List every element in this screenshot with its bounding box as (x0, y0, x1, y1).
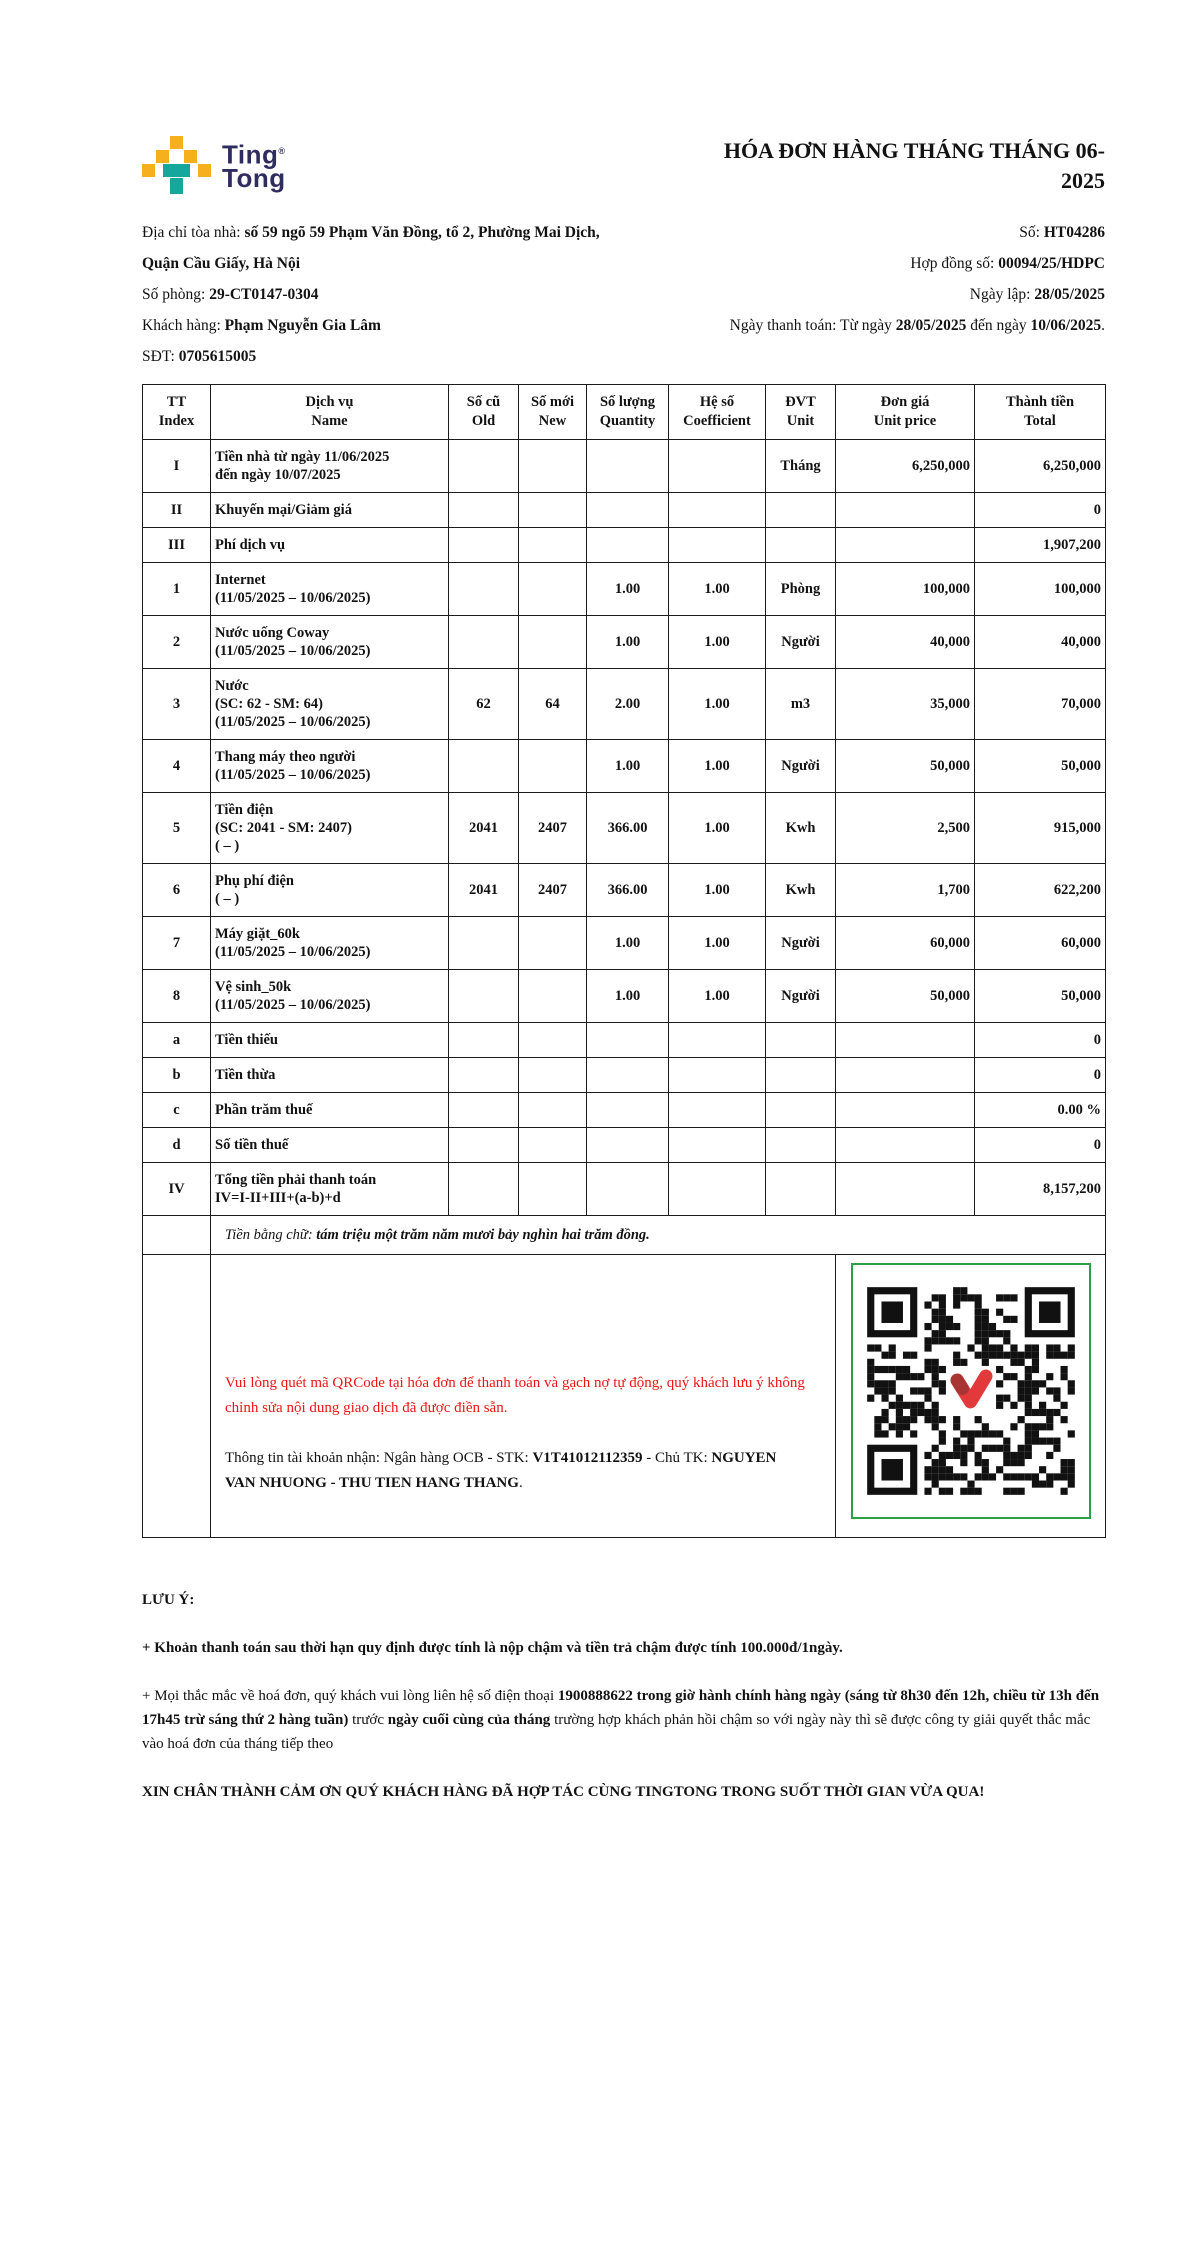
cell-index: 3 (143, 669, 211, 740)
cell-new (519, 440, 587, 493)
building-address-line: Địa chỉ tòa nhà: số 59 ngõ 59 Phạm Văn Đồng, tổ 2, Phường Mai Dịch, Quận Cầu Giấy, Hà Nội (142, 224, 600, 273)
cell-name: Số tiền thuế (211, 1128, 449, 1163)
cell-index: 5 (143, 793, 211, 864)
cell-new (519, 528, 587, 563)
cell-total: 0 (975, 493, 1106, 528)
cell-coef: 1.00 (669, 669, 766, 740)
qr-code-container (836, 1255, 1106, 1538)
invoice-table (142, 384, 1106, 1538)
cell-index: b (143, 1058, 211, 1093)
cell-total: 40,000 (975, 616, 1106, 669)
invoice-table-body (143, 440, 1106, 1216)
cell-new (519, 1128, 587, 1163)
table-row (143, 917, 1106, 970)
cell-new (519, 917, 587, 970)
cell-name: Khuyến mại/Giảm giá (211, 493, 449, 528)
cell-unit (766, 1163, 836, 1216)
cell-price: 100,000 (836, 563, 975, 616)
phone-line: SĐT: 0705615005 (142, 348, 257, 366)
cell-unit (766, 493, 836, 528)
cell-price (836, 493, 975, 528)
cell-unit: Người (766, 740, 836, 793)
cell-old (449, 616, 519, 669)
cell-total: 8,157,200 (975, 1163, 1106, 1216)
cell-price (836, 528, 975, 563)
cell-new (519, 1023, 587, 1058)
payment-period-line: Ngày thanh toán: Từ ngày 28/05/2025 đến ngày 10/06/2025. (729, 317, 1105, 335)
contract-number-line: Hợp đồng số: 00094/25/HDPC (910, 255, 1105, 273)
cell-qty: 1.00 (587, 917, 669, 970)
cell-old (449, 528, 519, 563)
cell-total: 915,000 (975, 793, 1106, 864)
cell-qty: 2.00 (587, 669, 669, 740)
cell-qty: 1.00 (587, 740, 669, 793)
invoice-header (142, 136, 1105, 195)
cell-index: 8 (143, 970, 211, 1023)
col-header-old: Số cũ Old (449, 385, 519, 440)
invoice-meta (635, 217, 1105, 372)
table-row (143, 528, 1106, 563)
cell-unit (766, 1023, 836, 1058)
cell-index: 1 (143, 563, 211, 616)
cell-old (449, 493, 519, 528)
cell-old (449, 1093, 519, 1128)
cell-total: 50,000 (975, 740, 1106, 793)
cell-new (519, 563, 587, 616)
cell-qty: 1.00 (587, 970, 669, 1023)
cell-coef: 1.00 (669, 563, 766, 616)
cell-old (449, 1128, 519, 1163)
cell-coef (669, 528, 766, 563)
cell-total: 0 (975, 1128, 1106, 1163)
cell-new (519, 1093, 587, 1128)
cell-index: 4 (143, 740, 211, 793)
cell-name: Tiền thiếu (211, 1023, 449, 1058)
cell-name: Tổng tiền phải thanh toán IV=I-II+III+(a-b)+d (211, 1163, 449, 1216)
cell-index: 6 (143, 864, 211, 917)
cell-name: Nước uống Coway (11/05/2025 – 10/06/2025) (211, 616, 449, 669)
cell-total: 70,000 (975, 669, 1106, 740)
table-row (143, 864, 1106, 917)
tingtong-logo (142, 136, 286, 194)
table-row (143, 793, 1106, 864)
cell-unit (766, 1093, 836, 1128)
cell-qty: 1.00 (587, 563, 669, 616)
col-header-unit-price: Đơn giá Unit price (836, 385, 975, 440)
cell-price (836, 1128, 975, 1163)
qr-instructions (211, 1255, 836, 1538)
cell-new (519, 970, 587, 1023)
qr-warning-text: Vui lòng quét mã QRCode tại hóa đơn để thanh toán và gạch nợ tự động, quý khách lưu ý không chỉnh sửa nội dung giao dịch đã được điền sẵn. (225, 1375, 805, 1417)
cell-unit: Người (766, 917, 836, 970)
cell-qty (587, 1023, 669, 1058)
cell-coef: 1.00 (669, 917, 766, 970)
notes-heading: LƯU Ý: (142, 1592, 195, 1609)
tingtong-logo-text (222, 139, 286, 193)
col-header-name: Dịch vụ Name (211, 385, 449, 440)
cell-qty (587, 1093, 669, 1128)
cell-old (449, 1023, 519, 1058)
cell-coef: 1.00 (669, 616, 766, 669)
qr-code-svg (867, 1280, 1075, 1502)
table-row (143, 563, 1106, 616)
cell-new (519, 740, 587, 793)
table-row (143, 669, 1106, 740)
cell-total: 6,250,000 (975, 440, 1106, 493)
cell-qty (587, 1163, 669, 1216)
table-row (143, 1023, 1106, 1058)
cell-qty: 366.00 (587, 864, 669, 917)
cell-qty (587, 440, 669, 493)
cell-price: 50,000 (836, 740, 975, 793)
cell-price: 6,250,000 (836, 440, 975, 493)
customer-name-line: Khách hàng: Phạm Nguyễn Gia Lâm (142, 317, 381, 335)
qr-row (143, 1255, 1106, 1538)
cell-unit (766, 1128, 836, 1163)
cell-unit: Người (766, 970, 836, 1023)
cell-total: 0 (975, 1058, 1106, 1093)
cell-index: c (143, 1093, 211, 1128)
cell-unit (766, 528, 836, 563)
cell-index: d (143, 1128, 211, 1163)
cell-qty: 366.00 (587, 793, 669, 864)
cell-old (449, 1058, 519, 1093)
table-row (143, 1163, 1106, 1216)
cell-index: I (143, 440, 211, 493)
cell-new (519, 616, 587, 669)
cell-coef (669, 1023, 766, 1058)
col-header-new: Số mới New (519, 385, 587, 440)
col-header-unit: ĐVT Unit (766, 385, 836, 440)
table-row (143, 616, 1106, 669)
cell-qty (587, 493, 669, 528)
notes-section (142, 1588, 1105, 1804)
cell-coef (669, 1163, 766, 1216)
cell-price: 2,500 (836, 793, 975, 864)
cell-unit: Tháng (766, 440, 836, 493)
cell-coef: 1.00 (669, 864, 766, 917)
table-row (143, 740, 1106, 793)
cell-name: Internet (11/05/2025 – 10/06/2025) (211, 563, 449, 616)
cell-qty: 1.00 (587, 616, 669, 669)
invoice-title: HÓA ĐƠN HÀNG THÁNG THÁNG 06-2025 (723, 138, 1105, 193)
registered-mark: ® (278, 146, 286, 157)
cell-index: 2 (143, 616, 211, 669)
cell-total: 60,000 (975, 917, 1106, 970)
cell-qty (587, 1128, 669, 1163)
cell-name: Tiền điện (SC: 2041 - SM: 2407) ( – ) (211, 793, 449, 864)
cell-new: 2407 (519, 793, 587, 864)
cell-index: IV (143, 1163, 211, 1216)
logo-line1: Ting (222, 139, 279, 170)
qr-code (851, 1263, 1091, 1519)
cell-price: 60,000 (836, 917, 975, 970)
qr-account-text: Thông tin tài khoản nhận: Ngân hàng OCB - STK: V1T41012112359 - Chủ TK: NGUYEN VAN NHUONG - THU TIEN HANG THANG. (225, 1450, 777, 1492)
amount-in-words: Tiền bằng chữ: tám triệu một trăm năm mươi bảy nghìn hai trăm đồng. (211, 1216, 1106, 1255)
cell-price (836, 1093, 975, 1128)
cell-coef (669, 1128, 766, 1163)
table-row (143, 493, 1106, 528)
col-header-quantity: Số lượng Quantity (587, 385, 669, 440)
cell-new (519, 1163, 587, 1216)
cell-old (449, 563, 519, 616)
cell-old: 2041 (449, 793, 519, 864)
cell-unit: Phòng (766, 563, 836, 616)
cell-old (449, 970, 519, 1023)
hotline-note: + Mọi thắc mắc về hoá đơn, quý khách vui lòng liên hệ số điện thoại 1900888622 trong giờ hành chính hàng ngày (sáng từ 8h30 đến 12h, chiều từ 13h đến 17h45 trừ sáng thứ 2 hàng tuần) trước ngày cuối cùng của tháng trường hợp khách phản hồi chậm so với ngày này thì sẽ được công ty giải quyết thắc mắc vào hoá đơn của tháng tiếp theo (142, 1688, 1100, 1753)
cell-new: 2407 (519, 864, 587, 917)
cell-new: 64 (519, 669, 587, 740)
cell-name: Phần trăm thuế (211, 1093, 449, 1128)
table-row (143, 1128, 1106, 1163)
cell-coef: 1.00 (669, 970, 766, 1023)
cell-coef (669, 440, 766, 493)
col-header-total: Thành tiền Total (975, 385, 1106, 440)
cell-index: a (143, 1023, 211, 1058)
tingtong-logo-icon (142, 136, 212, 194)
table-row (143, 970, 1106, 1023)
cell-total: 1,907,200 (975, 528, 1106, 563)
table-row (143, 1058, 1106, 1093)
cell-price: 35,000 (836, 669, 975, 740)
cell-qty (587, 528, 669, 563)
cell-coef (669, 1058, 766, 1093)
cell-name: Nước (SC: 62 - SM: 64) (11/05/2025 – 10/06/2025) (211, 669, 449, 740)
cell-unit: Kwh (766, 864, 836, 917)
cell-total: 0.00 % (975, 1093, 1106, 1128)
cell-qty (587, 1058, 669, 1093)
table-row (143, 440, 1106, 493)
cell-total: 622,200 (975, 864, 1106, 917)
cell-coef (669, 493, 766, 528)
room-number-line: Số phòng: 29-CT0147-0304 (142, 286, 319, 304)
customer-info (142, 217, 620, 372)
cell-index (143, 1216, 211, 1255)
late-payment-note: + Khoản thanh toán sau thời hạn quy định được tính là nộp chậm và tiền trả chậm được tính 100.000đ/1ngày. (142, 1640, 843, 1657)
cell-coef (669, 1093, 766, 1128)
cell-coef: 1.00 (669, 793, 766, 864)
cell-total: 0 (975, 1023, 1106, 1058)
cell-unit (766, 1058, 836, 1093)
cell-old (449, 440, 519, 493)
cell-price: 40,000 (836, 616, 975, 669)
cell-index: II (143, 493, 211, 528)
cell-name: Máy giặt_60k (11/05/2025 – 10/06/2025) (211, 917, 449, 970)
col-header-coefficient: Hệ số Coefficient (669, 385, 766, 440)
cell-new (519, 493, 587, 528)
cell-index (143, 1255, 211, 1538)
cell-name: Tiền thừa (211, 1058, 449, 1093)
cell-total: 100,000 (975, 563, 1106, 616)
cell-new (519, 1058, 587, 1093)
cell-index: III (143, 528, 211, 563)
table-header-row (143, 385, 1106, 440)
logo-line2: Tong (222, 162, 286, 193)
cell-name: Vệ sinh_50k (11/05/2025 – 10/06/2025) (211, 970, 449, 1023)
invoice-info (142, 217, 1105, 372)
cell-old (449, 1163, 519, 1216)
cell-price (836, 1163, 975, 1216)
cell-name: Thang máy theo người (11/05/2025 – 10/06/2025) (211, 740, 449, 793)
cell-index: 7 (143, 917, 211, 970)
cell-old (449, 740, 519, 793)
cell-coef: 1.00 (669, 740, 766, 793)
col-header-index: TT Index (143, 385, 211, 440)
cell-unit: Kwh (766, 793, 836, 864)
cell-name: Phí dịch vụ (211, 528, 449, 563)
cell-unit: Người (766, 616, 836, 669)
cell-name: Phụ phí điện ( – ) (211, 864, 449, 917)
invoice-number-line: Số: HT04286 (1019, 224, 1105, 242)
cell-price: 50,000 (836, 970, 975, 1023)
cell-unit: m3 (766, 669, 836, 740)
cell-price (836, 1023, 975, 1058)
cell-name: Tiền nhà từ ngày 11/06/2025 đến ngày 10/07/2025 (211, 440, 449, 493)
issue-date-line: Ngày lập: 28/05/2025 (969, 286, 1105, 304)
cell-price (836, 1058, 975, 1093)
cell-total: 50,000 (975, 970, 1106, 1023)
amount-in-words-row (143, 1216, 1106, 1255)
cell-old: 2041 (449, 864, 519, 917)
thank-you-note: XIN CHÂN THÀNH CẢM ƠN QUÝ KHÁCH HÀNG ĐÃ HỢP TÁC CÙNG TINGTONG TRONG SUỐT THỜI GIAN VỪA QUA! (142, 1784, 985, 1801)
table-row (143, 1093, 1106, 1128)
cell-price: 1,700 (836, 864, 975, 917)
cell-old (449, 917, 519, 970)
cell-old: 62 (449, 669, 519, 740)
